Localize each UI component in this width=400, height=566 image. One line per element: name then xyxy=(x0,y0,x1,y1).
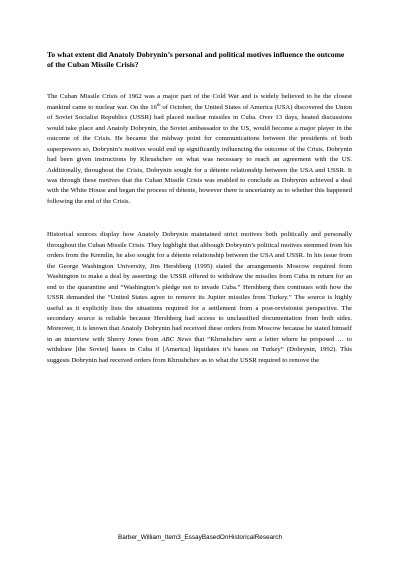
publication-name: ABC News xyxy=(161,335,192,343)
ordinal-suffix: th xyxy=(157,101,161,107)
paragraph-text: Historical sources display how Anatoly Dobrynin maintained strict motives both politically and personally throughout the Cuban Missile Crisis. They highlight that although Dobrynin’s political motives stemmed from his orders from the Kremlin, he also sought for a détente relationship between the USA and USSR. In his issue from the George Washington University, Jim Hershberg (1995) stated the arrangements Moscow required from Washington to make a deal by asserting: the USSR offered to withdraw the missiles from Cuba in return for an end to the quarantine and “Washington’s pledge not to invade Cuba.” Hershberg then continues with how the USSR demanded the “United States agree to remove its Jupiter missiles from Turkey.” The source is highly useful as it explicitly lists the situations required for a settlement from a post-revisionist perspective. The secondary source is reliable because Hershberg had access to unclassified documentation from both sides. Moreover, it is known that Anatoly Dobrynin had received these orders from Moscow because he stated himself in an interview with Sherry Jones from xyxy=(47,231,352,343)
paragraph-text: that “Khrushchev sent a letter where he proposed … to withdraw [the Soviet] bases in Cuba if [America] liquidates it’s bases on Turkey” (Dobrynin, 1992). This suggests Dobrynin had received orders from Khrushchev as to what the USSR required to remove the xyxy=(47,335,353,364)
essay-question-title: To what extent did Anatoly Dobrynin’s personal and political motives influence the outcome of the Cuban Missile Crisis? xyxy=(47,50,345,70)
paragraph-sources xyxy=(47,230,352,366)
paragraph-text: The Cuban Missile Crisis of 1962 was a major part of the Cold War and is widely believed to be the closest mankind came to nuclear war. On the 16 xyxy=(47,93,352,111)
document-body xyxy=(47,50,352,366)
page-footer: Barber_William_Item3_EssayBasedOnHistoricalResearch xyxy=(117,534,283,541)
paragraph-introduction xyxy=(47,92,352,207)
paragraph-text: of October, the United States of America (USA) discovered the Union of Soviet Socialist Republics (USSR) had placed nuclear missiles in Cuba. Over 13 days, heated discussions would take place and Anatoly Dobrynin, the Soviet ambassador to the US, would become a major player in the outcome of the Crisis. He became the midway point for communications between the presidents of both superpowers so, Dobrynin’s motives would end up significantly influencing the outcome of the Crisis. Dobrynin had been given instructions by Khrushchev on what was necessary to reach an agreement with the US. Additionally, throughout the Crisis, Dobrynin sought for a détente relationship between the USA and USSR. It was through these motives that the Cuban Missile Crisis was enabled to conclude as Dobrynin achieved a deal with the White House and began the process of détente, however there is uncertainty as to whether this happened following the end of the Crisis. xyxy=(47,103,352,205)
